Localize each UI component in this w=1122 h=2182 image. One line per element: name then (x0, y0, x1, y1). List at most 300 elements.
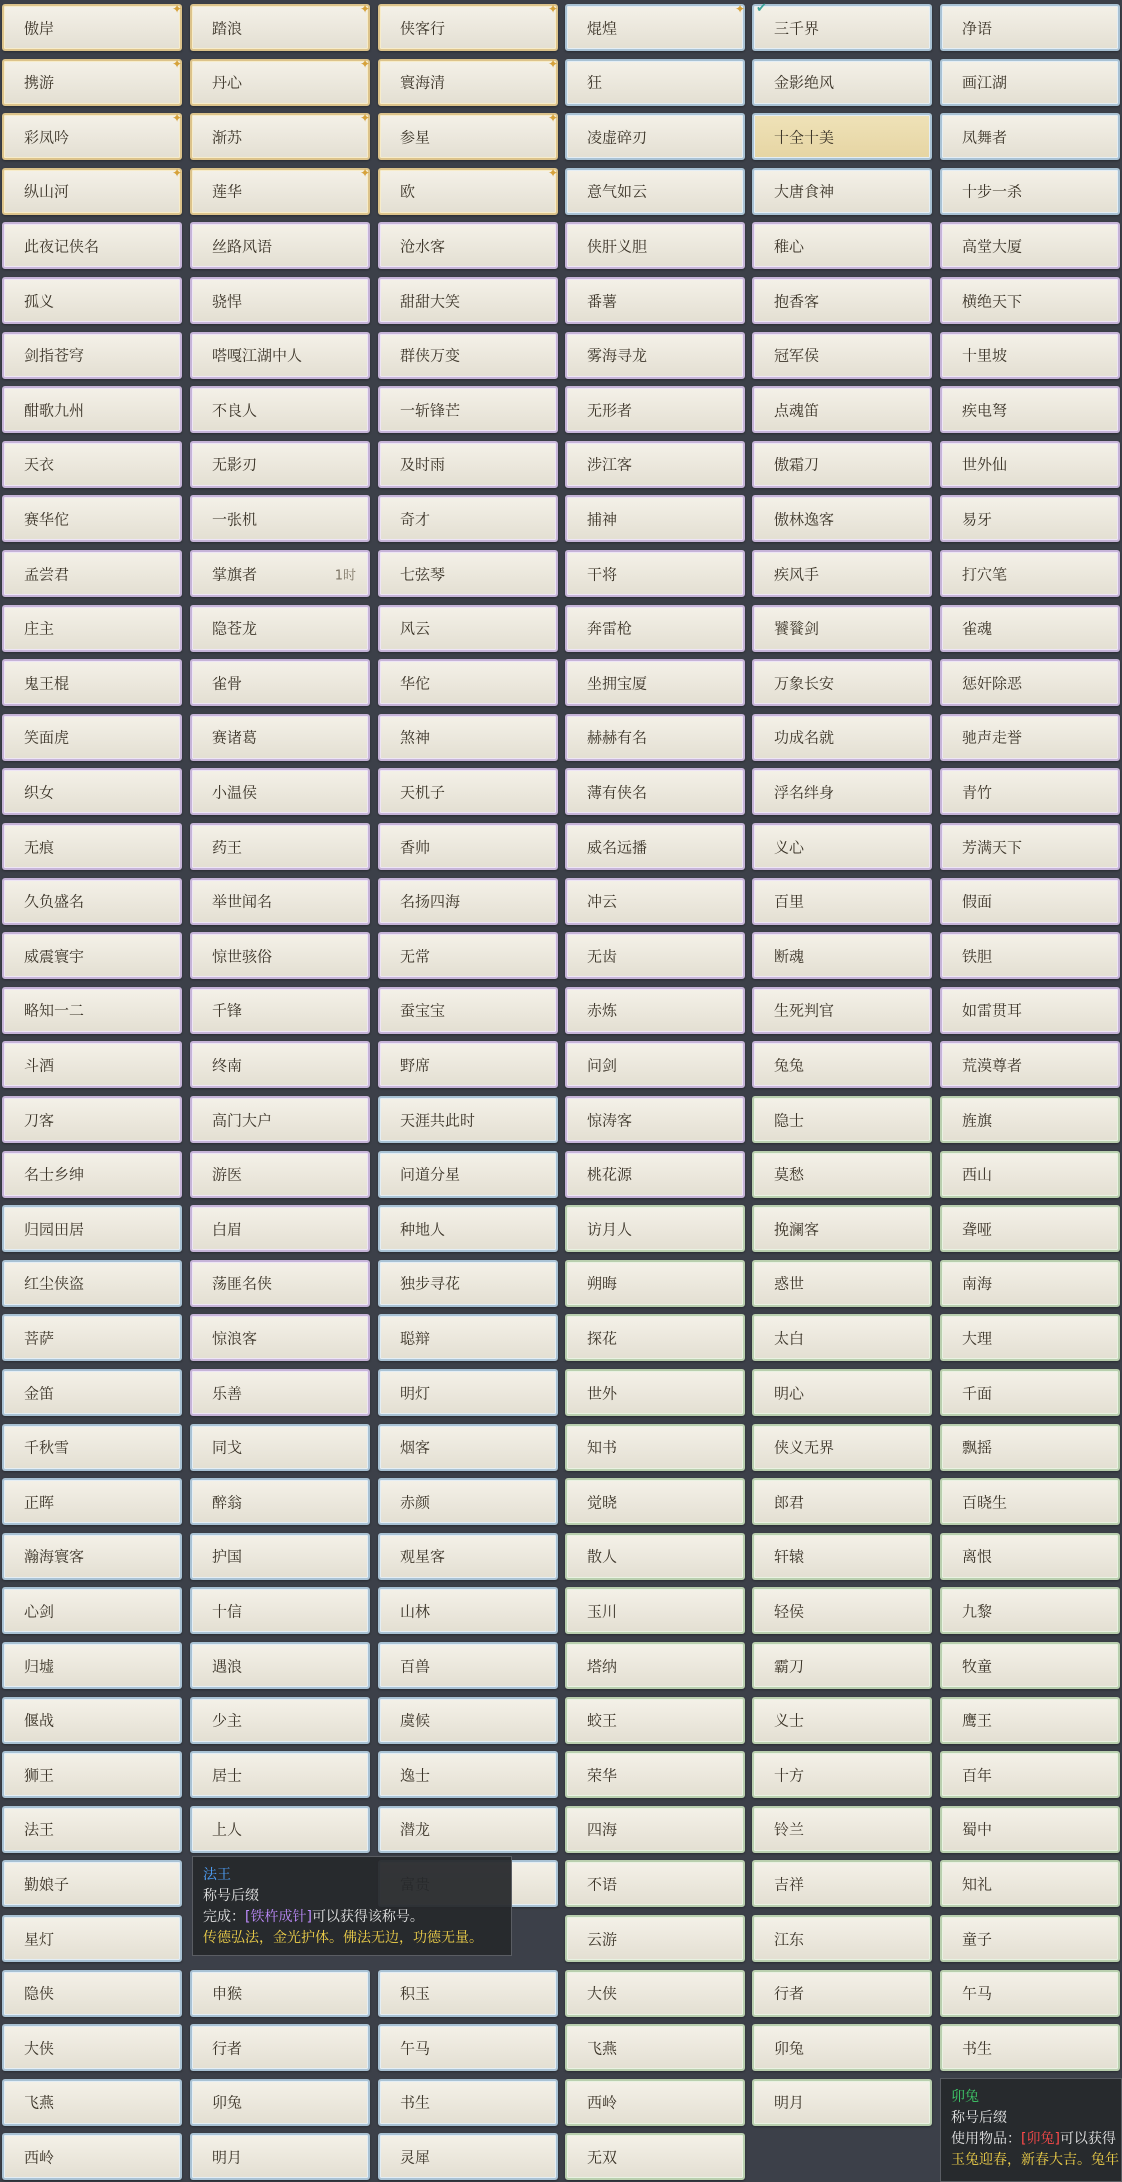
title-label: 牧童 (962, 1657, 993, 1675)
title-cell[interactable] (752, 168, 932, 215)
title-cell[interactable] (378, 495, 558, 542)
title-cell[interactable] (190, 2133, 370, 2180)
title-cell[interactable] (2, 987, 182, 1034)
title-cell[interactable] (565, 605, 745, 652)
title-label: 庄主 (24, 619, 55, 638)
title-label: 朔晦 (587, 1274, 618, 1293)
title-cell[interactable] (190, 1751, 370, 1798)
title-cell[interactable] (190, 1260, 370, 1307)
title-cell[interactable] (940, 277, 1120, 324)
title-cell[interactable] (940, 1970, 1120, 2017)
title-cell[interactable] (940, 332, 1120, 379)
title-cell[interactable] (565, 1478, 745, 1525)
title-cell[interactable] (190, 987, 370, 1034)
title-cell[interactable] (190, 1533, 370, 1580)
title-label: 大侠 (24, 2039, 55, 2058)
title-label: 访月人 (587, 1220, 633, 1239)
title-cell[interactable] (378, 2133, 558, 2180)
title-cell[interactable] (378, 2024, 558, 2071)
title-label: 归园田居 (24, 1220, 85, 1239)
title-label: 惩奸除恶 (962, 674, 1023, 693)
title-cell[interactable] (940, 1369, 1120, 1416)
title-cell[interactable] (378, 1369, 558, 1416)
title-cell[interactable] (190, 1587, 370, 1634)
title-label: 山林 (400, 1602, 431, 1621)
title-cell[interactable] (2, 1205, 182, 1252)
title-cell[interactable] (752, 386, 932, 433)
title-label: 野席 (400, 1056, 431, 1075)
title-cell[interactable] (378, 1151, 558, 1198)
title-cell[interactable] (940, 932, 1120, 979)
title-cell[interactable] (378, 332, 558, 379)
title-cell[interactable] (752, 1096, 932, 1143)
title-cell[interactable] (752, 1424, 932, 1471)
title-cell[interactable] (2, 441, 182, 488)
title-label: 烟客 (400, 1438, 431, 1457)
title-cell[interactable] (565, 1587, 745, 1634)
title-cell[interactable] (752, 659, 932, 706)
title-cell[interactable] (2, 1096, 182, 1143)
title-cell[interactable] (940, 168, 1120, 215)
title-cell[interactable] (940, 878, 1120, 925)
title-label: 疾风手 (774, 565, 820, 583)
title-cell[interactable] (752, 1533, 932, 1580)
title-cell[interactable] (2, 1806, 182, 1853)
title-cell[interactable] (752, 1970, 932, 2017)
title-cell[interactable] (190, 1424, 370, 1471)
title-cell[interactable] (565, 1260, 745, 1307)
title-cell[interactable] (378, 441, 558, 488)
title-cell[interactable] (940, 222, 1120, 269)
title-cell[interactable] (190, 4, 370, 51)
title-cell[interactable] (2, 1587, 182, 1634)
title-cell[interactable] (752, 987, 932, 1034)
title-cell[interactable] (752, 1478, 932, 1525)
title-cell[interactable] (565, 168, 745, 215)
title-cell[interactable] (752, 1205, 932, 1252)
title-label: 玉川 (587, 1602, 618, 1621)
title-cell[interactable] (378, 1806, 558, 1853)
title-cell[interactable] (190, 2024, 370, 2071)
title-cell[interactable] (752, 768, 932, 815)
title-cell[interactable] (190, 659, 370, 706)
title-cell[interactable] (378, 987, 558, 1034)
title-cell[interactable] (378, 1314, 558, 1361)
title-cell[interactable] (752, 1260, 932, 1307)
title-label: 侠客行 (400, 19, 446, 37)
title-cell[interactable] (378, 56, 558, 106)
title-cell[interactable] (378, 1642, 558, 1689)
title-cell[interactable] (190, 113, 370, 160)
title-cell[interactable] (2, 2079, 182, 2126)
title-cell[interactable] (190, 1096, 370, 1143)
title-cell[interactable] (752, 1587, 932, 1634)
title-cell[interactable] (378, 823, 558, 870)
title-cell[interactable] (940, 1642, 1120, 1689)
title-label: 略知一二 (24, 1001, 85, 1020)
title-cell[interactable] (2, 1151, 182, 1198)
title-cell[interactable] (565, 1205, 745, 1252)
title-label: 居士 (212, 1766, 243, 1785)
title-cell[interactable] (565, 4, 745, 51)
title-cell[interactable] (190, 165, 370, 215)
title-cell[interactable] (2, 1642, 182, 1689)
title-cell[interactable] (2, 1915, 182, 1962)
title-cell[interactable] (190, 56, 370, 106)
title-cell[interactable] (940, 987, 1120, 1034)
title-cell[interactable] (940, 1314, 1120, 1361)
title-cell[interactable] (565, 1642, 745, 1689)
title-cell[interactable] (752, 332, 932, 379)
title-label: 丹心 (212, 73, 243, 92)
title-cell[interactable] (190, 1205, 370, 1252)
title-cell[interactable] (2, 605, 182, 652)
sparkle-icon: ✦ (171, 2, 182, 16)
title-cell[interactable] (565, 495, 745, 542)
title-cell[interactable] (565, 2024, 745, 2071)
title-cell[interactable] (940, 2024, 1120, 2071)
title-cell[interactable] (2, 1041, 182, 1088)
title-cell[interactable] (752, 1697, 932, 1744)
title-cell[interactable] (2, 550, 182, 597)
title-cell[interactable] (2, 56, 182, 106)
title-label: 卯兔 (212, 2093, 243, 2112)
title-cell[interactable] (940, 1478, 1120, 1525)
title-label: 问剑 (587, 1056, 618, 1075)
title-cell[interactable] (2, 277, 182, 324)
title-cell[interactable] (565, 1151, 745, 1198)
title-cell[interactable] (752, 495, 932, 542)
title-cell[interactable] (190, 1806, 370, 1853)
sparkle-icon: ✦ (547, 2, 558, 16)
title-cell[interactable] (565, 386, 745, 433)
title-cell[interactable] (752, 1806, 932, 1853)
title-label: 十方 (774, 1766, 805, 1785)
title-cell[interactable] (378, 113, 558, 160)
title-cell[interactable] (190, 332, 370, 379)
title-label: 书生 (962, 2039, 993, 2058)
title-cell[interactable] (378, 1697, 558, 1744)
title-cell[interactable] (2, 332, 182, 379)
title-label: 同戈 (212, 1438, 243, 1457)
title-cell[interactable] (378, 222, 558, 269)
title-cell[interactable] (940, 768, 1120, 815)
tooltip-fawang (192, 1856, 512, 1956)
title-cell[interactable] (752, 222, 932, 269)
title-cell[interactable] (940, 1205, 1120, 1252)
title-cell[interactable] (378, 714, 558, 761)
title-cell[interactable] (378, 768, 558, 815)
title-label: 威震寰宇 (24, 947, 85, 966)
title-cell[interactable] (190, 768, 370, 815)
title-cell[interactable] (378, 1751, 558, 1798)
title-cell[interactable] (752, 932, 932, 979)
title-cell[interactable] (752, 1, 932, 51)
title-label: 蚕宝宝 (400, 1001, 446, 1020)
sparkle-icon: ✦ (171, 165, 182, 180)
title-cell[interactable] (190, 1697, 370, 1744)
title-cell[interactable] (2, 113, 182, 160)
title-cell[interactable] (565, 1915, 745, 1962)
title-cell[interactable] (752, 714, 932, 761)
title-label: 及时雨 (400, 455, 446, 474)
title-cell[interactable] (2, 1860, 182, 1907)
title-cell[interactable] (752, 277, 932, 324)
title-cell[interactable] (752, 1151, 932, 1198)
title-cell[interactable] (940, 1096, 1120, 1143)
title-cell[interactable] (2, 1533, 182, 1580)
title-cell[interactable] (2, 2133, 182, 2180)
title-label: 涉江客 (587, 455, 633, 474)
title-label: 菩萨 (24, 1329, 55, 1348)
title-label: 明月 (774, 2093, 805, 2112)
title-cell[interactable] (752, 2024, 932, 2071)
title-cell[interactable] (190, 1314, 370, 1361)
title-label: 红尘侠盗 (24, 1274, 85, 1293)
title-cell[interactable] (190, 441, 370, 488)
title-cell[interactable] (940, 550, 1120, 597)
title-label: 孟尝君 (24, 565, 70, 583)
title-label: 荡匪名侠 (212, 1274, 273, 1293)
title-cell[interactable] (2, 1970, 182, 2017)
title-cell[interactable] (940, 659, 1120, 706)
title-cell[interactable] (940, 1424, 1120, 1471)
title-cell[interactable] (190, 823, 370, 870)
title-label: 轩辕 (774, 1547, 805, 1566)
title-label: 独步寻花 (400, 1274, 461, 1293)
title-cell[interactable] (940, 1041, 1120, 1088)
equipped-check-icon: ✔ (756, 1, 767, 16)
title-cell[interactable] (940, 1587, 1120, 1634)
title-cell[interactable] (190, 277, 370, 324)
title-cell[interactable] (190, 1642, 370, 1689)
title-cell[interactable] (2, 932, 182, 979)
title-cell[interactable] (752, 550, 932, 597)
tooltip-suffix: 可以获得该称号。 (311, 1909, 424, 1925)
title-cell[interactable] (190, 550, 370, 597)
title-label: 捕神 (587, 510, 618, 529)
title-cell[interactable] (565, 823, 745, 870)
title-cell[interactable] (565, 1314, 745, 1361)
title-cell[interactable] (2, 768, 182, 815)
title-label: 醉翁 (212, 1493, 243, 1512)
title-label: 断魂 (774, 947, 805, 966)
title-label: 大唐食神 (774, 182, 835, 201)
title-cell[interactable] (2, 1369, 182, 1416)
title-label: 无影刃 (212, 455, 258, 474)
title-cell[interactable] (2, 1697, 182, 1744)
title-cell[interactable] (2, 714, 182, 761)
title-cell[interactable] (940, 714, 1120, 761)
title-label: 惊浪客 (212, 1329, 258, 1348)
tooltip-prefix: 使用物品： (951, 2131, 1021, 2147)
title-cell[interactable] (378, 550, 558, 597)
title-cell[interactable] (565, 1424, 745, 1471)
title-cell[interactable] (752, 605, 932, 652)
title-cell[interactable] (2, 2024, 182, 2071)
title-cell[interactable] (940, 113, 1120, 160)
title-cell[interactable] (940, 1751, 1120, 1798)
title-label: 赛华佗 (24, 510, 70, 529)
title-cell[interactable] (565, 2079, 745, 2126)
title-cell[interactable] (940, 1151, 1120, 1198)
title-cell[interactable] (190, 1041, 370, 1088)
title-label: 江东 (774, 1930, 805, 1948)
title-cell[interactable] (190, 386, 370, 433)
title-cell[interactable] (565, 1860, 745, 1907)
title-cell[interactable] (565, 277, 745, 324)
sparkle-icon: ✦ (547, 56, 558, 71)
title-label: 赤颜 (400, 1493, 431, 1512)
title-cell[interactable] (2, 1260, 182, 1307)
title-cell[interactable] (565, 1041, 745, 1088)
title-cell[interactable] (2, 1314, 182, 1361)
title-label: 惑世 (774, 1274, 805, 1293)
title-label: 奔雷枪 (587, 619, 633, 638)
title-cell[interactable] (752, 1915, 932, 1962)
title-cell[interactable] (940, 1697, 1120, 1744)
title-cell[interactable] (2, 495, 182, 542)
title-cell[interactable] (190, 1151, 370, 1198)
title-cell[interactable] (565, 1806, 745, 1853)
title-cell[interactable] (940, 1915, 1120, 1962)
title-label: 天衣 (24, 455, 55, 474)
title-cell[interactable] (2, 4, 182, 51)
title-cell[interactable] (565, 441, 745, 488)
title-cell[interactable] (752, 59, 932, 106)
title-cell[interactable] (565, 878, 745, 925)
title-cell[interactable] (190, 1478, 370, 1525)
title-cell[interactable] (565, 332, 745, 379)
title-cell[interactable] (378, 1096, 558, 1143)
title-cell[interactable] (378, 1041, 558, 1088)
tooltip-suffix: 可以获得 (1059, 2131, 1116, 2147)
title-cell[interactable] (190, 222, 370, 269)
title-label: 侠义无界 (774, 1438, 835, 1457)
title-label: 骁悍 (212, 292, 243, 310)
title-cell[interactable] (2, 1478, 182, 1525)
title-cell[interactable] (2, 222, 182, 269)
title-cell[interactable] (565, 1970, 745, 2017)
title-label: 一张机 (212, 510, 258, 529)
title-label: 赛诸葛 (212, 728, 258, 747)
title-label: 遇浪 (212, 1657, 243, 1675)
title-cell[interactable] (565, 1751, 745, 1798)
title-cell[interactable] (565, 2133, 745, 2180)
title-cell[interactable] (752, 1642, 932, 1689)
title-label: 少主 (212, 1711, 243, 1730)
title-cell[interactable] (190, 1970, 370, 2017)
title-label: 七弦琴 (400, 565, 446, 583)
title-cell[interactable] (190, 714, 370, 761)
title-cell[interactable] (190, 605, 370, 652)
title-cell[interactable] (752, 1369, 932, 1416)
title-cell[interactable] (378, 932, 558, 979)
title-cell[interactable] (2, 386, 182, 433)
title-cell[interactable] (565, 768, 745, 815)
title-label: 疾电弩 (962, 401, 1008, 420)
title-label: 狂 (587, 73, 603, 92)
title-cell[interactable] (190, 1369, 370, 1416)
title-cell[interactable] (940, 4, 1120, 51)
title-cell[interactable] (565, 550, 745, 597)
title-cell[interactable] (752, 441, 932, 488)
title-cell[interactable] (940, 495, 1120, 542)
title-cell[interactable] (378, 386, 558, 433)
title-cell[interactable] (190, 2079, 370, 2126)
title-cell[interactable] (190, 878, 370, 925)
title-cell[interactable] (378, 1260, 558, 1307)
title-cell[interactable] (378, 165, 558, 215)
title-cell[interactable] (378, 1424, 558, 1471)
title-cell[interactable] (752, 113, 932, 160)
title-cell[interactable] (752, 1751, 932, 1798)
title-cell[interactable] (940, 605, 1120, 652)
title-cell[interactable] (940, 823, 1120, 870)
title-cell[interactable] (940, 386, 1120, 433)
title-cell[interactable] (565, 714, 745, 761)
title-cell[interactable] (378, 605, 558, 652)
title-cell[interactable] (378, 4, 558, 51)
title-cell[interactable] (378, 659, 558, 706)
title-cell[interactable] (940, 1860, 1120, 1907)
title-cell[interactable] (2, 659, 182, 706)
title-cell[interactable] (940, 59, 1120, 106)
title-cell[interactable] (940, 1806, 1120, 1853)
title-cell[interactable] (378, 878, 558, 925)
title-cell[interactable] (565, 1697, 745, 1744)
title-cell[interactable] (752, 1860, 932, 1907)
title-cell[interactable] (2, 878, 182, 925)
title-cell[interactable] (565, 222, 745, 269)
title-cell[interactable] (378, 277, 558, 324)
title-cell[interactable] (2, 823, 182, 870)
title-cell[interactable] (752, 823, 932, 870)
title-cell[interactable] (378, 2079, 558, 2126)
title-label: 百里 (774, 892, 805, 911)
title-label: 雾海寻龙 (587, 346, 648, 365)
title-cell[interactable] (565, 1096, 745, 1143)
title-cell[interactable] (378, 1970, 558, 2017)
title-cell[interactable] (378, 1587, 558, 1634)
title-cell[interactable] (940, 1533, 1120, 1580)
title-cell[interactable] (565, 659, 745, 706)
title-cell[interactable] (565, 1369, 745, 1416)
title-cell[interactable] (378, 1478, 558, 1525)
title-cell[interactable] (940, 441, 1120, 488)
title-cell[interactable] (565, 932, 745, 979)
title-cell[interactable] (752, 2079, 932, 2126)
title-cell[interactable] (378, 1205, 558, 1252)
title-cell[interactable] (940, 1260, 1120, 1307)
title-cell[interactable] (2, 1424, 182, 1471)
title-cell[interactable] (2, 165, 182, 215)
title-cell[interactable] (190, 932, 370, 979)
title-cell[interactable] (752, 1041, 932, 1088)
title-cell[interactable] (565, 987, 745, 1034)
title-cell[interactable] (378, 1533, 558, 1580)
title-label: 群侠万变 (400, 346, 461, 365)
title-cell[interactable] (565, 59, 745, 106)
title-label: 意气如云 (587, 182, 648, 201)
title-cell[interactable] (2, 1751, 182, 1798)
title-cell[interactable] (565, 113, 745, 160)
title-label: 斗酒 (24, 1056, 55, 1075)
title-cell[interactable] (190, 495, 370, 542)
title-cell[interactable] (565, 1533, 745, 1580)
title-cell[interactable] (752, 1314, 932, 1361)
title-cell[interactable] (752, 878, 932, 925)
